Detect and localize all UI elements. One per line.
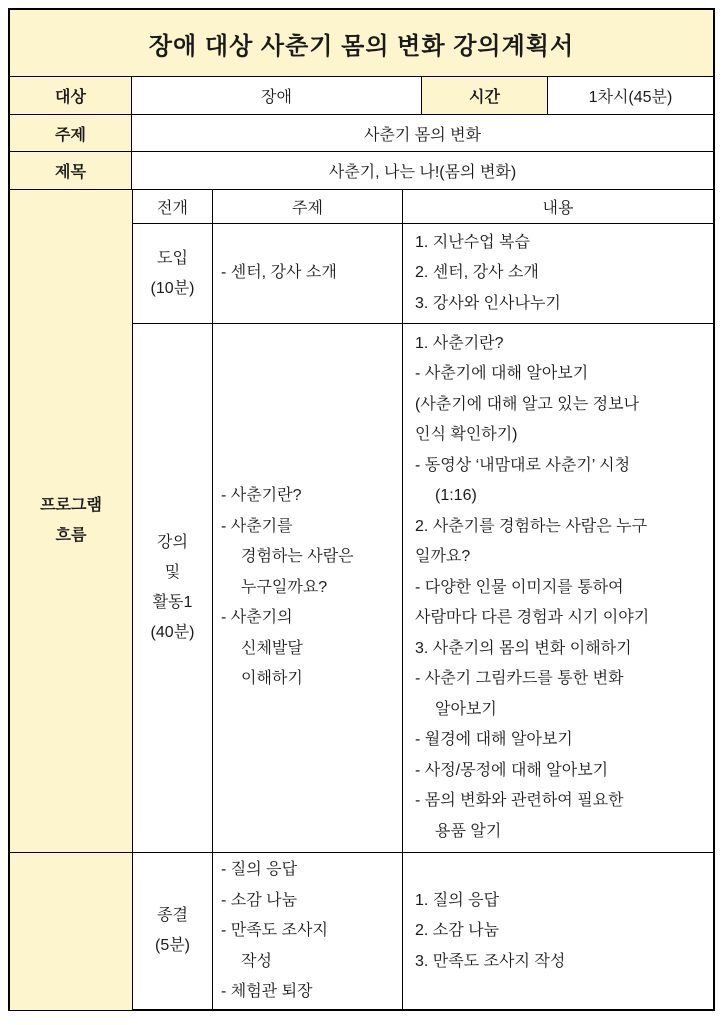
text-line: 용품 알기 (435, 822, 502, 840)
topic-cell-closing (213, 853, 403, 1010)
text-line: 알아보기 (435, 700, 497, 718)
text-line: 2. 소감 나눔 (415, 922, 500, 939)
program-flow-section (10, 190, 713, 1010)
program-row-intro (133, 224, 713, 324)
text-line: 도입 (157, 249, 188, 267)
time-label-cell: 시간 (422, 77, 548, 114)
program-flow-label-column (10, 190, 133, 1010)
text-line: - 사춘기를 (221, 517, 293, 535)
text-line: - 사정/몽정에 대해 알아보기 (415, 761, 609, 779)
text-line: 3. 사춘기의 몸의 변화 이해하기 (415, 639, 632, 657)
text-line: 2. 센터, 강사 소개 (415, 264, 539, 282)
program-row-closing (133, 853, 713, 1010)
content-cell-intro (403, 224, 713, 323)
time-value-cell: 1차시(45분) (588, 89, 673, 106)
text-line: - 다양한 인물 이미지를 통하여 (415, 578, 624, 596)
text-line: 강의 (157, 534, 188, 551)
text-line: (10분) (150, 279, 195, 297)
text-line: 1. 질의 응답 (415, 891, 500, 909)
text-line: (40분) (150, 624, 195, 641)
text-line: 2. 사춘기를 경험하는 사람은 누구 (415, 517, 648, 535)
text-line: - 동영상 ‘내맘대로 사춘기’ 시청 (415, 456, 631, 474)
text-line: 신체발달 (241, 639, 303, 657)
text-line: (1:16) (435, 487, 477, 505)
text-line: 및 (164, 564, 181, 581)
text-line: 활동1 (152, 594, 193, 611)
lesson-title-row (10, 152, 713, 190)
target-value-cell: 장애 (132, 77, 422, 114)
program-flow-empty-cell (10, 853, 132, 1010)
text-line: 인식 확인하기) (415, 426, 518, 444)
text-line: (사춘기에 대해 알고 있는 정보나 (415, 395, 640, 413)
target-time-row (10, 77, 713, 115)
text-line: 3. 강사와 인사나누기 (415, 294, 561, 312)
title-row (10, 10, 713, 77)
text-line: - 사춘기 그림카드를 통한 변화 (415, 670, 624, 688)
text-line: - 소감 나눔 (221, 891, 298, 909)
lesson-title-value-cell: 사춘기, 나는 나!(몸의 변화) (328, 164, 517, 181)
page-title: 장애 대상 사춘기 몸의 변화 강의계획서 (148, 32, 575, 60)
topic-column-header: 주제 (213, 190, 403, 223)
program-flow-label-cell (10, 190, 132, 853)
topic-cell-intro (213, 224, 403, 323)
stage-cell-closing (133, 853, 213, 1010)
text-line: - 센터, 강사 소개 (221, 264, 337, 282)
text-line: 3. 만족도 조사지 작성 (415, 952, 566, 970)
text-line: - 사춘기의 (221, 609, 293, 627)
title-cell (10, 10, 713, 76)
stage-cell-activity1 (133, 324, 213, 852)
program-header-row (133, 190, 713, 224)
text-line: 프로그램 (40, 496, 102, 514)
stage-cell-intro (133, 224, 213, 323)
text-line: 누구일까요? (241, 578, 328, 596)
text-line: - 만족도 조사지 (221, 922, 328, 939)
program-row-activity1 (133, 324, 713, 853)
content-cell-closing (403, 853, 713, 1010)
subject-row (10, 115, 713, 152)
text-line: 일까요? (415, 548, 471, 566)
text-line: 1. 지난수업 복습 (415, 233, 530, 251)
text-line: - 체험관 퇴장 (221, 983, 313, 1000)
text-line: 작성 (241, 952, 272, 970)
content-cell-activity1 (403, 324, 713, 852)
subject-label-cell: 주제 (10, 115, 132, 151)
lesson-title-label-cell: 제목 (10, 152, 132, 189)
program-flow-table (133, 190, 713, 1010)
text-line: - 사춘기에 대해 알아보기 (415, 365, 589, 383)
content-column-header: 내용 (542, 200, 574, 217)
subject-value-cell: 사춘기 몸의 변화 (363, 126, 482, 144)
text-line: 흐름 (55, 527, 87, 544)
text-line: - 월경에 대해 알아보기 (415, 731, 573, 749)
text-line: 종결 (157, 907, 188, 925)
lecture-plan-table (8, 8, 715, 1011)
text-line: - 몸의 변화와 관련하여 필요한 (415, 792, 624, 810)
text-line: 사람마다 다른 경험과 시기 이야기 (415, 609, 650, 627)
stage-column-header: 전개 (133, 190, 213, 223)
text-line: 1. 사춘기란? (415, 334, 504, 352)
text-line: - 사춘기란? (221, 487, 302, 505)
text-line: (5분) (154, 937, 190, 955)
text-line: - 질의 응답 (221, 861, 298, 878)
text-line: 경험하는 사람은 (241, 548, 354, 566)
text-line: 이해하기 (241, 670, 303, 688)
target-label-cell: 대상 (10, 77, 132, 114)
topic-cell-activity1 (213, 324, 403, 852)
